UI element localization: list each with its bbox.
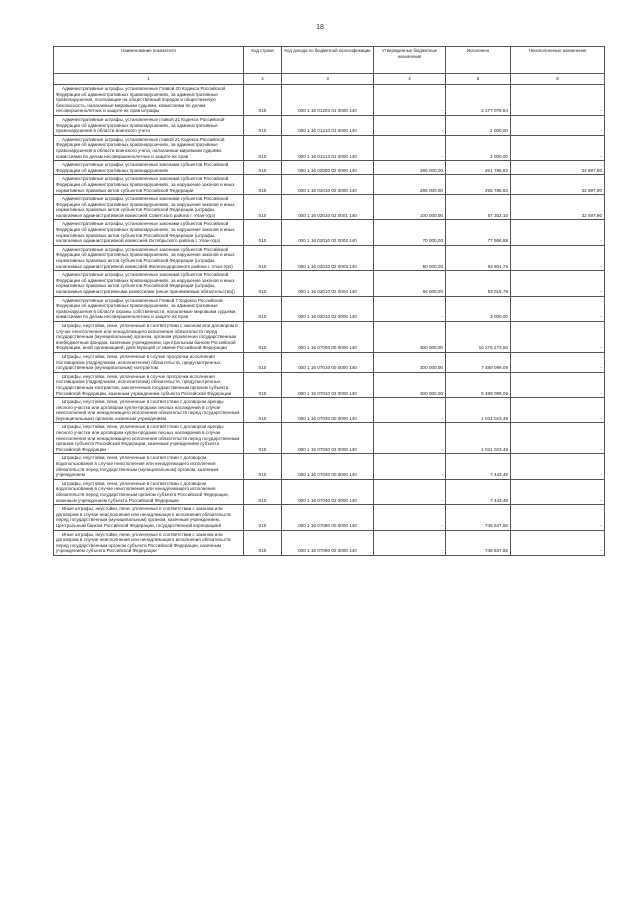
- header-income-code: Код дохода по бюджетной классификации: [282, 47, 374, 74]
- row-executed: 5 489 099,09: [446, 372, 511, 397]
- row-line-code: 010: [244, 245, 282, 270]
- row-name: Административные штрафы, установленные законами субъектов Российской Федерации об административных правонарушениях, за нарушение законов и иных нормативных правовых актов субъектов Российской Федерации (штрафы, налагаемые административной комиссией Советского района г. Улан-Удэ): [54, 195, 244, 220]
- row-approved: -: [374, 135, 446, 160]
- page-number: 18: [316, 24, 324, 31]
- row-approved: 286 000,00: [374, 175, 446, 195]
- row-income-code: 000 1 16 02010 02 0001 140: [282, 195, 374, 220]
- table-row: [54, 352, 605, 372]
- row-approved: -: [374, 454, 446, 479]
- row-income-code: 000 1 16 01213 01 0000 140: [282, 135, 374, 160]
- budget-execution-table: [53, 46, 605, 556]
- row-income-code: 000 1 16 07000 00 0000 140: [282, 321, 374, 352]
- row-income-code: 000 1 16 01203 01 0000 140: [282, 85, 374, 116]
- row-line-code: 010: [244, 115, 282, 135]
- row-line-code: 010: [244, 398, 282, 423]
- row-approved: -: [374, 115, 446, 135]
- row-executed: 255 785,63: [446, 175, 511, 195]
- row-unexecuted: 32 697,90: [511, 175, 605, 195]
- column-number: 3: [282, 74, 374, 85]
- row-executed: 1 031 023,48: [446, 398, 511, 423]
- row-unexecuted: -: [511, 245, 605, 270]
- row-executed: 1 000,00: [446, 135, 511, 160]
- row-income-code: 000 1 16 02010 02 0000 140: [282, 175, 374, 195]
- row-income-code: 000 1 16 07090 02 0000 140: [282, 530, 374, 555]
- table-row: [54, 195, 605, 220]
- row-approved: 300 000,00: [374, 352, 446, 372]
- row-unexecuted: -: [511, 454, 605, 479]
- table-row: [54, 454, 605, 479]
- row-line-code: 010: [244, 85, 282, 116]
- row-approved: -: [374, 85, 446, 116]
- row-income-code: 000 1 16 02010 02 0004 140: [282, 271, 374, 296]
- row-line-code: 010: [244, 296, 282, 321]
- row-unexecuted: -: [511, 321, 605, 352]
- table-row: [54, 423, 605, 454]
- row-unexecuted: -: [511, 505, 605, 530]
- row-line-code: 010: [244, 175, 282, 195]
- row-executed: 748 537,92: [446, 505, 511, 530]
- row-name: Штрафы, неустойки, пени, уплаченные в соответствии с договором водопользования в случае неисполнения или ненадлежащего исполнения обязательств перед государственным органом субъекта Российской Федерации, казенным учреждением субъекта Российской Федерации: [54, 479, 244, 504]
- row-income-code: 000 1 16 02010 02 0005 140: [282, 296, 374, 321]
- table-row: [54, 479, 605, 504]
- header-executed: Исполнено: [446, 47, 511, 74]
- row-name: Штрафы, неустойки, пени, уплаченные в соответствии с договором аренды лесного участка или договором купли-продажи лесных насаждений в случае неисполнения или ненадлежащего исполнения обязательств перед государственным органом субъекта Российской Федерации, казенным учреждением субъекта Российской Федерации: [54, 423, 244, 454]
- row-executed: 7 443,48: [446, 454, 511, 479]
- row-name: Административные штрафы, установленные главой 21 Кодекса Российской Федерации об административных правонарушениях, за административные правонарушения в области воинского учета: [54, 115, 244, 135]
- row-executed: 10 276 273,50: [446, 321, 511, 352]
- row-unexecuted: -: [511, 372, 605, 397]
- row-name: Иные штрафы, неустойки, пени, уплаченные в соответствии с законом или договором в случае неисполнения или ненадлежащего исполнения обязательств перед государственным (муниципальным) органом, казенным учреждением, Центральным банком Российской Федерации, государственной корпорацией: [54, 505, 244, 530]
- row-name: Административные штрафы, установленные законами субъектов Российской Федерации об административных правонарушениях, за нарушение законов и иных нормативных правовых актов субъектов Российской Федерации (штрафы, налагаемые административной комиссией Октябрьского района г. Улан-Удэ): [54, 220, 244, 245]
- row-line-code: 010: [244, 195, 282, 220]
- row-income-code: 000 1 16 02000 02 0000 140: [282, 161, 374, 175]
- table-row: [54, 398, 605, 423]
- column-number-row: [54, 74, 605, 85]
- row-approved: -: [374, 479, 446, 504]
- row-approved: 50 000,00: [374, 245, 446, 270]
- row-line-code: 010: [244, 423, 282, 454]
- row-income-code: 000 1 16 07010 02 0000 140: [282, 372, 374, 397]
- row-unexecuted: -: [511, 85, 605, 116]
- header-line-code: Код строки: [244, 47, 282, 74]
- table-row: [54, 161, 605, 175]
- row-executed: 77 566,98: [446, 220, 511, 245]
- table-row: [54, 271, 605, 296]
- row-line-code: 010: [244, 321, 282, 352]
- row-name: Штрафы, неустойки, пени, уплаченные в случае просрочки исполнения поставщиком (подрядчиком, исполнителем) обязательств, предусмотренных государственным контрактом, заключенным государственным органом субъекта Российской Федерации, казенным учреждением субъекта Российской Федерации: [54, 372, 244, 397]
- row-approved: -: [374, 296, 446, 321]
- row-name: Административные штрафы, установленные Главой 20 Кодекса Российской Федерации об административных правонарушениях, за административные правонарушения, посягающие на общественный порядок и общественную безопасность, налагаемые мировыми судьями, комиссиями по делам несовершеннолетних и защите их прав штрафы: [54, 85, 244, 116]
- row-name: Административные штрафы, установленные законами субъектов Российской Федерации об административных правонарушениях, за нарушение законов и иных нормативных правовых актов субъектов Российской Федерации: [54, 175, 244, 195]
- row-executed: 7 443,48: [446, 479, 511, 504]
- row-name: Штрафы, неустойки, пени, уплаченные в соответствии с договором водопользования в случае неисполнения или ненадлежащего исполнения обязательств перед государственным (муниципальным) органом, казенным учреждением: [54, 454, 244, 479]
- header-name: Наименование показателя: [54, 47, 244, 74]
- column-number: 1: [54, 74, 244, 85]
- row-executed: 53 901,76: [446, 245, 511, 270]
- row-approved: 66 000,00: [374, 271, 446, 296]
- table-row: [54, 135, 605, 160]
- row-approved: 300 000,00: [374, 372, 446, 397]
- row-executed: 1 031 023,48: [446, 423, 511, 454]
- row-executed: 7 489 099,09: [446, 352, 511, 372]
- row-line-code: 010: [244, 352, 282, 372]
- row-name: Административные штрафы, установленные Главой 7 Кодекса Российской Федерации об административных правонарушениях, за административные правонарушения в области охраны собственности, налагаемые мировыми судьями, комиссиями по делам несовершеннолетних и защите их прав: [54, 296, 244, 321]
- row-name: Административные штрафы, установленные законами субъектов Российской Федерации об административных правонарушениях, за нарушение законов и иных нормативных правовых актов субъектов Российской Федерации (штрафы, налагаемые административной комиссией Железнодорожного района г. Улан-Удэ): [54, 245, 244, 270]
- row-income-code: 000 1 16 07010 00 0000 140: [282, 352, 374, 372]
- row-unexecuted: -: [511, 220, 605, 245]
- row-name: Административные штрафы, установленные законами субъектов Российской Федерации об административных правонарушениях: [54, 161, 244, 175]
- row-approved: -: [374, 505, 446, 530]
- row-executed: 748 537,92: [446, 530, 511, 555]
- column-number: 5: [446, 74, 511, 85]
- row-name: Административные штрафы, установленные главой 21 Кодекса Российской Федерации об административных правонарушениях, за административные правонарушения в области воинского учета, налагаемые мировыми судьями, комиссиями по делам несовершеннолетних и защите их прав: [54, 135, 244, 160]
- row-approved: 70 000,00: [374, 220, 446, 245]
- table-row: [54, 115, 605, 135]
- row-line-code: 010: [244, 530, 282, 555]
- row-unexecuted: -: [511, 398, 605, 423]
- column-number: 6: [511, 74, 605, 85]
- table-row: [54, 175, 605, 195]
- row-unexecuted: -: [511, 271, 605, 296]
- table-row: [54, 372, 605, 397]
- row-income-code: 000 1 16 07090 00 0000 140: [282, 505, 374, 530]
- row-executed: 2 177 078,84: [446, 85, 511, 116]
- row-name: Штрафы, неустойки, пени, уплаченные в соответствии с договором аренды лесного участка или договором купли-продажи лесных насаждений в случае неисполнения или ненадлежащего исполнения обязательств перед государственным (муниципальным) органом, казенным учреждением: [54, 398, 244, 423]
- row-executed: 1 000,00: [446, 115, 511, 135]
- table-row: [54, 296, 605, 321]
- row-unexecuted: 32 697,90: [511, 195, 605, 220]
- table-row: [54, 321, 605, 352]
- row-income-code: 000 1 16 07030 00 0000 140: [282, 398, 374, 423]
- row-line-code: 010: [244, 479, 282, 504]
- row-line-code: 010: [244, 271, 282, 296]
- table-row: [54, 505, 605, 530]
- row-unexecuted: 32 697,90: [511, 161, 605, 175]
- table-row: [54, 85, 605, 116]
- row-approved: 300 000,00: [374, 321, 446, 352]
- row-income-code: 000 1 16 02010 02 0003 140: [282, 245, 374, 270]
- row-income-code: 000 1 16 01210 01 0000 140: [282, 115, 374, 135]
- row-unexecuted: -: [511, 530, 605, 555]
- row-approved: -: [374, 398, 446, 423]
- row-approved: -: [374, 530, 446, 555]
- row-approved: -: [374, 423, 446, 454]
- row-line-code: 010: [244, 161, 282, 175]
- row-executed: 53 015,79: [446, 271, 511, 296]
- header-unexecuted: Неисполненные назначения: [511, 47, 605, 74]
- row-line-code: 010: [244, 220, 282, 245]
- row-approved: 286 000,00: [374, 161, 446, 175]
- row-line-code: 010: [244, 505, 282, 530]
- row-name: Административные штрафы, установленные законами субъектов Российской Федерации об административных правонарушениях, за нарушение законов и иных нормативных правовых актов субъектов Российской Федерации (штрафы, налагаемые административными комиссиями (иные принимаемые обязательства)): [54, 271, 244, 296]
- column-number: 2: [244, 74, 282, 85]
- row-unexecuted: -: [511, 352, 605, 372]
- header-approved: Утвержденные бюджетные назначения: [374, 47, 446, 74]
- row-line-code: 010: [244, 135, 282, 160]
- table-row: [54, 530, 605, 555]
- row-name: Штрафы, неустойки, пени, уплаченные в случае просрочки исполнения поставщиком (подрядчиком, исполнителем) обязательств, предусмотренных государственным (муниципальным) контрактом: [54, 352, 244, 372]
- row-unexecuted: -: [511, 296, 605, 321]
- table-row: [54, 220, 605, 245]
- row-executed: 251 785,63: [446, 161, 511, 175]
- row-name: Штрафы, неустойки, пени, уплаченные в соответствии с законом или договором в случае неисполнения или ненадлежащего исполнения обязательств перед государственным (муниципальным) органом, органом управления государственным внебюджетным фондом, казенным учреждением, Центральным банком Российской Федерации, иной организацией, действующей от имени Российской Федерации: [54, 321, 244, 352]
- row-income-code: 000 1 16 07040 02 0000 140: [282, 479, 374, 504]
- row-income-code: 000 1 16 07040 00 0000 140: [282, 454, 374, 479]
- column-number: 4: [374, 74, 446, 85]
- row-executed: 67 302,10: [446, 195, 511, 220]
- row-unexecuted: -: [511, 423, 605, 454]
- row-line-code: 010: [244, 454, 282, 479]
- row-income-code: 000 1 16 02010 02 0002 140: [282, 220, 374, 245]
- row-unexecuted: -: [511, 479, 605, 504]
- header-row: [54, 47, 605, 74]
- row-line-code: 010: [244, 372, 282, 397]
- table-row: [54, 245, 605, 270]
- row-approved: 100 000,00: [374, 195, 446, 220]
- row-name: Иные штрафы, неустойки, пени, уплаченные в соответствии с законом или договором в случае неисполнения или ненадлежащего исполнения обязательств перед государственным органом субъекта Российской Федерации, казенным учреждением субъекта Российской Федерации: [54, 530, 244, 555]
- row-unexecuted: -: [511, 135, 605, 160]
- row-income-code: 000 1 16 07030 02 0000 140: [282, 423, 374, 454]
- row-unexecuted: -: [511, 115, 605, 135]
- row-executed: 3 000,00: [446, 296, 511, 321]
